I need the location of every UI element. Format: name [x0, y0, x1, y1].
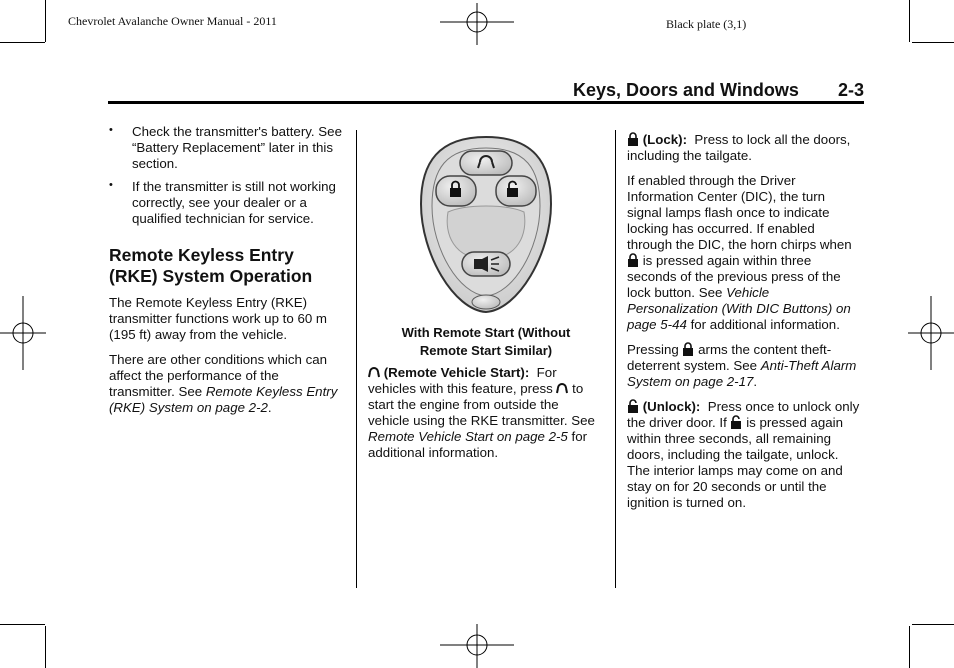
text: Pressing: [627, 342, 679, 357]
crop-mark: [0, 42, 45, 43]
figure-caption: With Remote Start (Without Remote Start Similar): [401, 325, 571, 358]
paragraph: [627, 173, 863, 333]
unlock-icon: [730, 415, 742, 429]
text: There are other conditions which can affect the performance of the transmitter. See: [109, 352, 328, 399]
registration-mark-left: [0, 296, 46, 370]
crop-mark: [909, 0, 910, 42]
text: for additional information.: [686, 317, 840, 332]
text: is pressed again within three seconds of the previous press of the lock button. See: [627, 253, 841, 300]
bullet-text: If the transmitter is still not working correctly, see your dealer or a qualified technician for service.: [132, 179, 336, 226]
bullet-text: Check the transmitter's battery. See “Battery Replacement” later in this section.: [132, 124, 342, 171]
text: to start the engine from outside the vehicle using the RKE transmitter. See: [368, 381, 595, 428]
lock-label: (Lock):: [642, 132, 688, 147]
crop-mark: [912, 624, 954, 625]
text: for additional information.: [368, 429, 588, 460]
remote-start-icon: [368, 365, 380, 379]
paragraph: [368, 365, 598, 461]
lock-icon: [627, 253, 639, 267]
bullet-icon: •: [109, 124, 113, 136]
registration-mark-bottom: [440, 624, 514, 668]
column-divider: [356, 130, 357, 588]
unlock-label: (Unlock):: [642, 399, 701, 414]
remote-start-icon: [556, 381, 568, 395]
cross-reference: Vehicle Personalization (With DIC Buttons) on page 5-44: [627, 285, 851, 332]
cross-reference: Anti-Theft Alarm System on page 2-17: [627, 358, 857, 389]
plate-label: Black plate (3,1): [666, 17, 747, 31]
cross-reference: Remote Keyless Entry (RKE) System on page 2-2: [109, 384, 338, 415]
left-column: [109, 124, 345, 425]
list-item: [109, 124, 345, 172]
text: Press once to unlock only the driver door. If: [627, 399, 860, 430]
bullet-icon: •: [109, 179, 113, 191]
text: For vehicles with this feature, press: [368, 365, 557, 396]
section-heading: Remote Keyless Entry (RKE) System Operation: [109, 245, 313, 286]
section-title: Keys, Doors and Windows: [573, 80, 799, 100]
text: arms the content theft-deterrent system. See: [627, 342, 832, 373]
text: .: [753, 374, 758, 389]
list-item: [109, 179, 345, 227]
paragraph: [109, 352, 345, 416]
crop-mark: [45, 0, 46, 42]
crop-mark: [45, 626, 46, 668]
page-number: 2-3: [838, 80, 865, 100]
crop-mark: [909, 626, 910, 668]
text: If enabled through the Driver Information Center (DIC), the turn signal lamps flash once to indicate locking has occurred. If enabled through the DIC, the horn chirps when: [627, 173, 852, 252]
lock-icon: [627, 132, 639, 146]
text: is pressed again within three seconds, all remaining doors, including the tailgate, unlock. The interior lamps may come on and stay on for 20 seconds or until the ignition is turned on.: [627, 415, 844, 510]
lock-icon: [682, 342, 694, 356]
registration-mark-top: [440, 3, 514, 45]
paragraph: The Remote Keyless Entry (RKE) transmitter functions work up to 60 m (195 ft) away from the vehicle.: [109, 295, 328, 342]
text: .: [267, 400, 272, 415]
crop-mark: [912, 42, 954, 43]
header-rule: [108, 101, 864, 104]
unlock-icon: [627, 399, 639, 413]
registration-mark-right: [908, 296, 954, 370]
remote-start-label: (Remote Vehicle Start):: [383, 365, 530, 380]
paragraph: [627, 132, 863, 164]
cross-reference: Remote Vehicle Start on page 2-5: [368, 429, 568, 444]
right-column: [627, 132, 863, 520]
manual-title: Chevrolet Avalanche Owner Manual - 2011: [68, 14, 277, 28]
key-fob-illustration: [418, 134, 554, 316]
middle-column: [368, 365, 598, 470]
text: Press to lock all the doors, including the tailgate.: [627, 132, 851, 163]
column-divider: [615, 130, 616, 588]
crop-mark: [0, 624, 45, 625]
paragraph: [627, 399, 863, 511]
paragraph: [627, 342, 863, 390]
